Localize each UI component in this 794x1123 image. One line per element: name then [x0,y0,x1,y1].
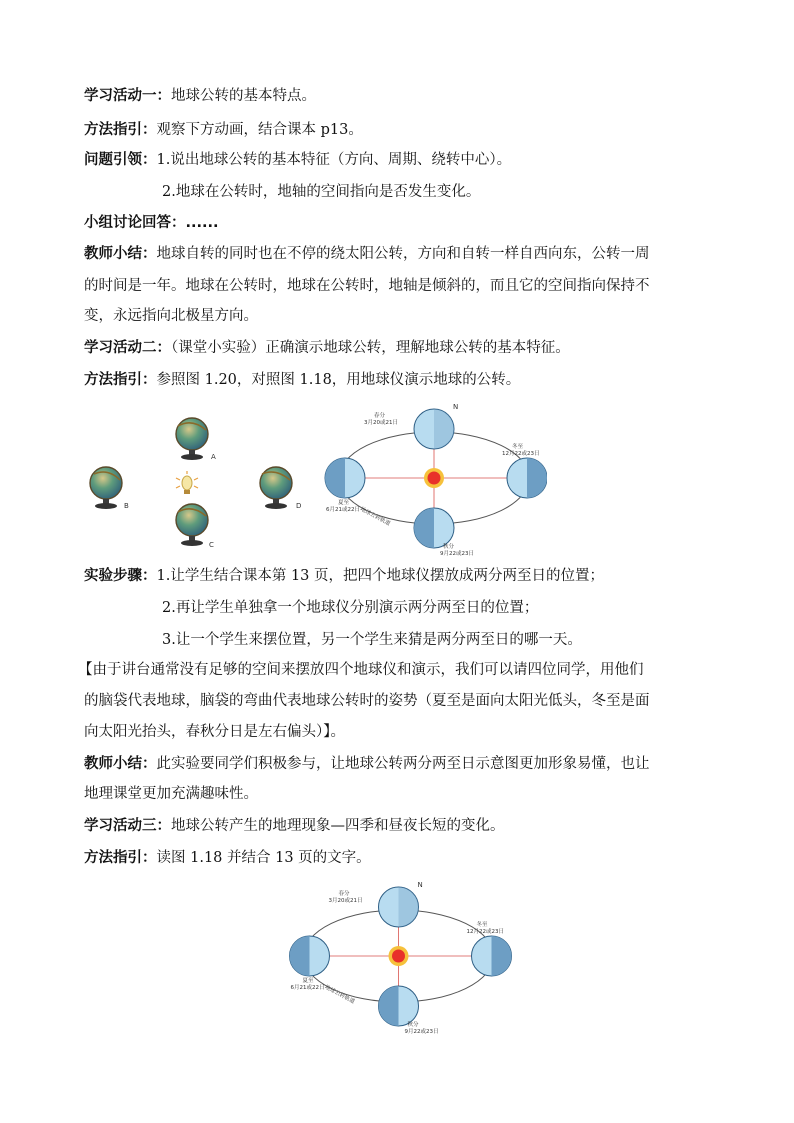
autumn-date: 9月22或23日 [404,1029,439,1035]
summary-1-text-1: 地球自转的同时也在不停的绕太阳公转，方向和自转一样自西向东，公转一周 [156,246,650,262]
activity-1 [84,86,710,106]
sun-icon [389,946,409,966]
earth-spring-equinox [379,881,423,927]
svg-text:N: N [453,403,459,411]
spring-date: 3月20或21日 [328,898,363,904]
globe-b-label: B [124,502,129,510]
guide-2 [84,370,710,390]
globe-d [260,467,301,510]
step-2: 2.再让学生单独拿一个地球仪分别演示两分两至日的位置； [162,600,539,616]
lamp-icon [176,471,198,494]
summary-1-line-3: 变，永远指向北极星方向。 [84,308,258,324]
globe-arrangement-figure [84,408,316,554]
summer-name: 夏至 [338,500,350,506]
spring-name: 春分 [338,891,350,897]
earth-spring-equinox [414,403,458,449]
steps-line-1 [84,566,710,586]
guide-3-text: 读图 1.18 并结合 13 页的文字。 [156,850,371,866]
activity-3 [84,816,710,836]
earth-summer-solstice [290,936,330,976]
summary-1-label: 教师小结： [84,246,157,262]
note-line-2: 的脑袋代表地球，脑袋的弯曲代表地球公转时的姿势（夏至是面向太阳光低头，冬至是面 [84,693,650,709]
earth-autumn-equinox [379,986,419,1026]
note-line-3: 向太阳光抬头，春秋分日是左右偏头）】。 [84,724,345,740]
activity-1-label: 学习活动一： [84,88,171,104]
step-1: 1.让学生结合课本第 13 页，把四个地球仪摆放成两分两至日的位置； [156,568,605,584]
winter-date: 12月22或23日 [466,929,504,935]
autumn-name: 秋分 [443,544,455,550]
globe-a-label: A [211,453,216,461]
summer-date: 6月21或22日 [290,985,325,991]
question-item-1: 1.说出地球公转的基本特征（方向、周期、绕转中心）。 [156,152,512,168]
orbit-diagram-1 [322,400,547,560]
activity-3-label: 学习活动三： [84,818,171,834]
sun-icon [424,468,444,488]
spring-name: 春分 [374,413,386,419]
guide-3 [84,848,710,868]
globe-d-label: D [296,502,302,510]
earth-winter-solstice [472,936,512,976]
activity-2-label: 学习活动二： [84,340,171,356]
autumn-date: 9月22或23日 [440,551,474,557]
activity-2-text: （课堂小实验）正确演示地球公转，理解地球公转的基本特征。 [171,340,570,356]
orbit-path-label: 地球公转轨道 [323,984,356,1006]
summary-2-text-1: 此实验要同学们积极参与，让地球公转两分两至日示意图更加形象易懂，也让 [156,756,650,772]
guide-1 [84,120,710,140]
summer-name: 夏至 [302,978,314,984]
guide-1-text: 观察下方动画，结合课本 p13。 [156,122,363,138]
question-lead-label: 问题引领： [84,152,157,168]
activity-3-text: 地球公转产生的地理现象—四季和昼夜长短的变化。 [171,818,505,834]
steps-label: 实验步骤： [84,568,157,584]
guide-2-text: 参照图 1.20，对照图 1.18，用地球仪演示地球的公转。 [156,372,521,388]
guide-1-label: 方法指引： [84,122,157,138]
winter-name: 冬至 [476,922,488,928]
question-item-2: 2.地球在公转时，地轴的空间指向是否发生变化。 [162,184,481,200]
winter-date: 12月22或23日 [502,451,540,457]
summary-2-line-1 [84,754,710,774]
globe-c [176,504,214,549]
question-lead [84,150,710,170]
summary-2-line-2: 地理课堂更加充满趣味性。 [84,786,258,802]
orbit-path-label: 地球公转轨道 [359,506,392,528]
svg-text:N: N [417,881,423,889]
activity-2 [84,338,710,358]
note-line-1: 【由于讲台通常没有足够的空间来摆放四个地球仪和演示，我们可以请四位同学，用他们 [78,662,644,678]
earth-autumn-equinox [414,508,454,548]
group-discussion: 小组讨论回答：...... [84,215,219,231]
activity-1-text: 地球公转的基本特点。 [171,88,316,104]
globe-c-label: C [209,541,214,549]
spring-date: 3月20或21日 [364,420,398,426]
autumn-name: 秋分 [407,1022,419,1028]
summary-2-label: 教师小结： [84,756,157,772]
guide-2-label: 方法指引： [84,372,157,388]
summary-1-line-2: 的时间是一年。地球在公转时，地球在公转时，地轴是倾斜的，而且它的空间指向保持不 [84,278,650,294]
earth-summer-solstice [325,458,365,498]
winter-name: 冬至 [512,444,524,450]
orbit-diagram-2 [284,878,514,1036]
earth-winter-solstice [507,458,547,498]
step-3: 3.让一个学生来摆位置，另一个学生来猜是两分两至日的哪一天。 [162,632,582,648]
guide-3-label: 方法指引： [84,850,157,866]
globe-a [176,418,216,461]
summer-date: 6月21或22日 [326,507,360,513]
summary-1-line-1 [84,244,710,264]
globe-b [90,467,129,510]
